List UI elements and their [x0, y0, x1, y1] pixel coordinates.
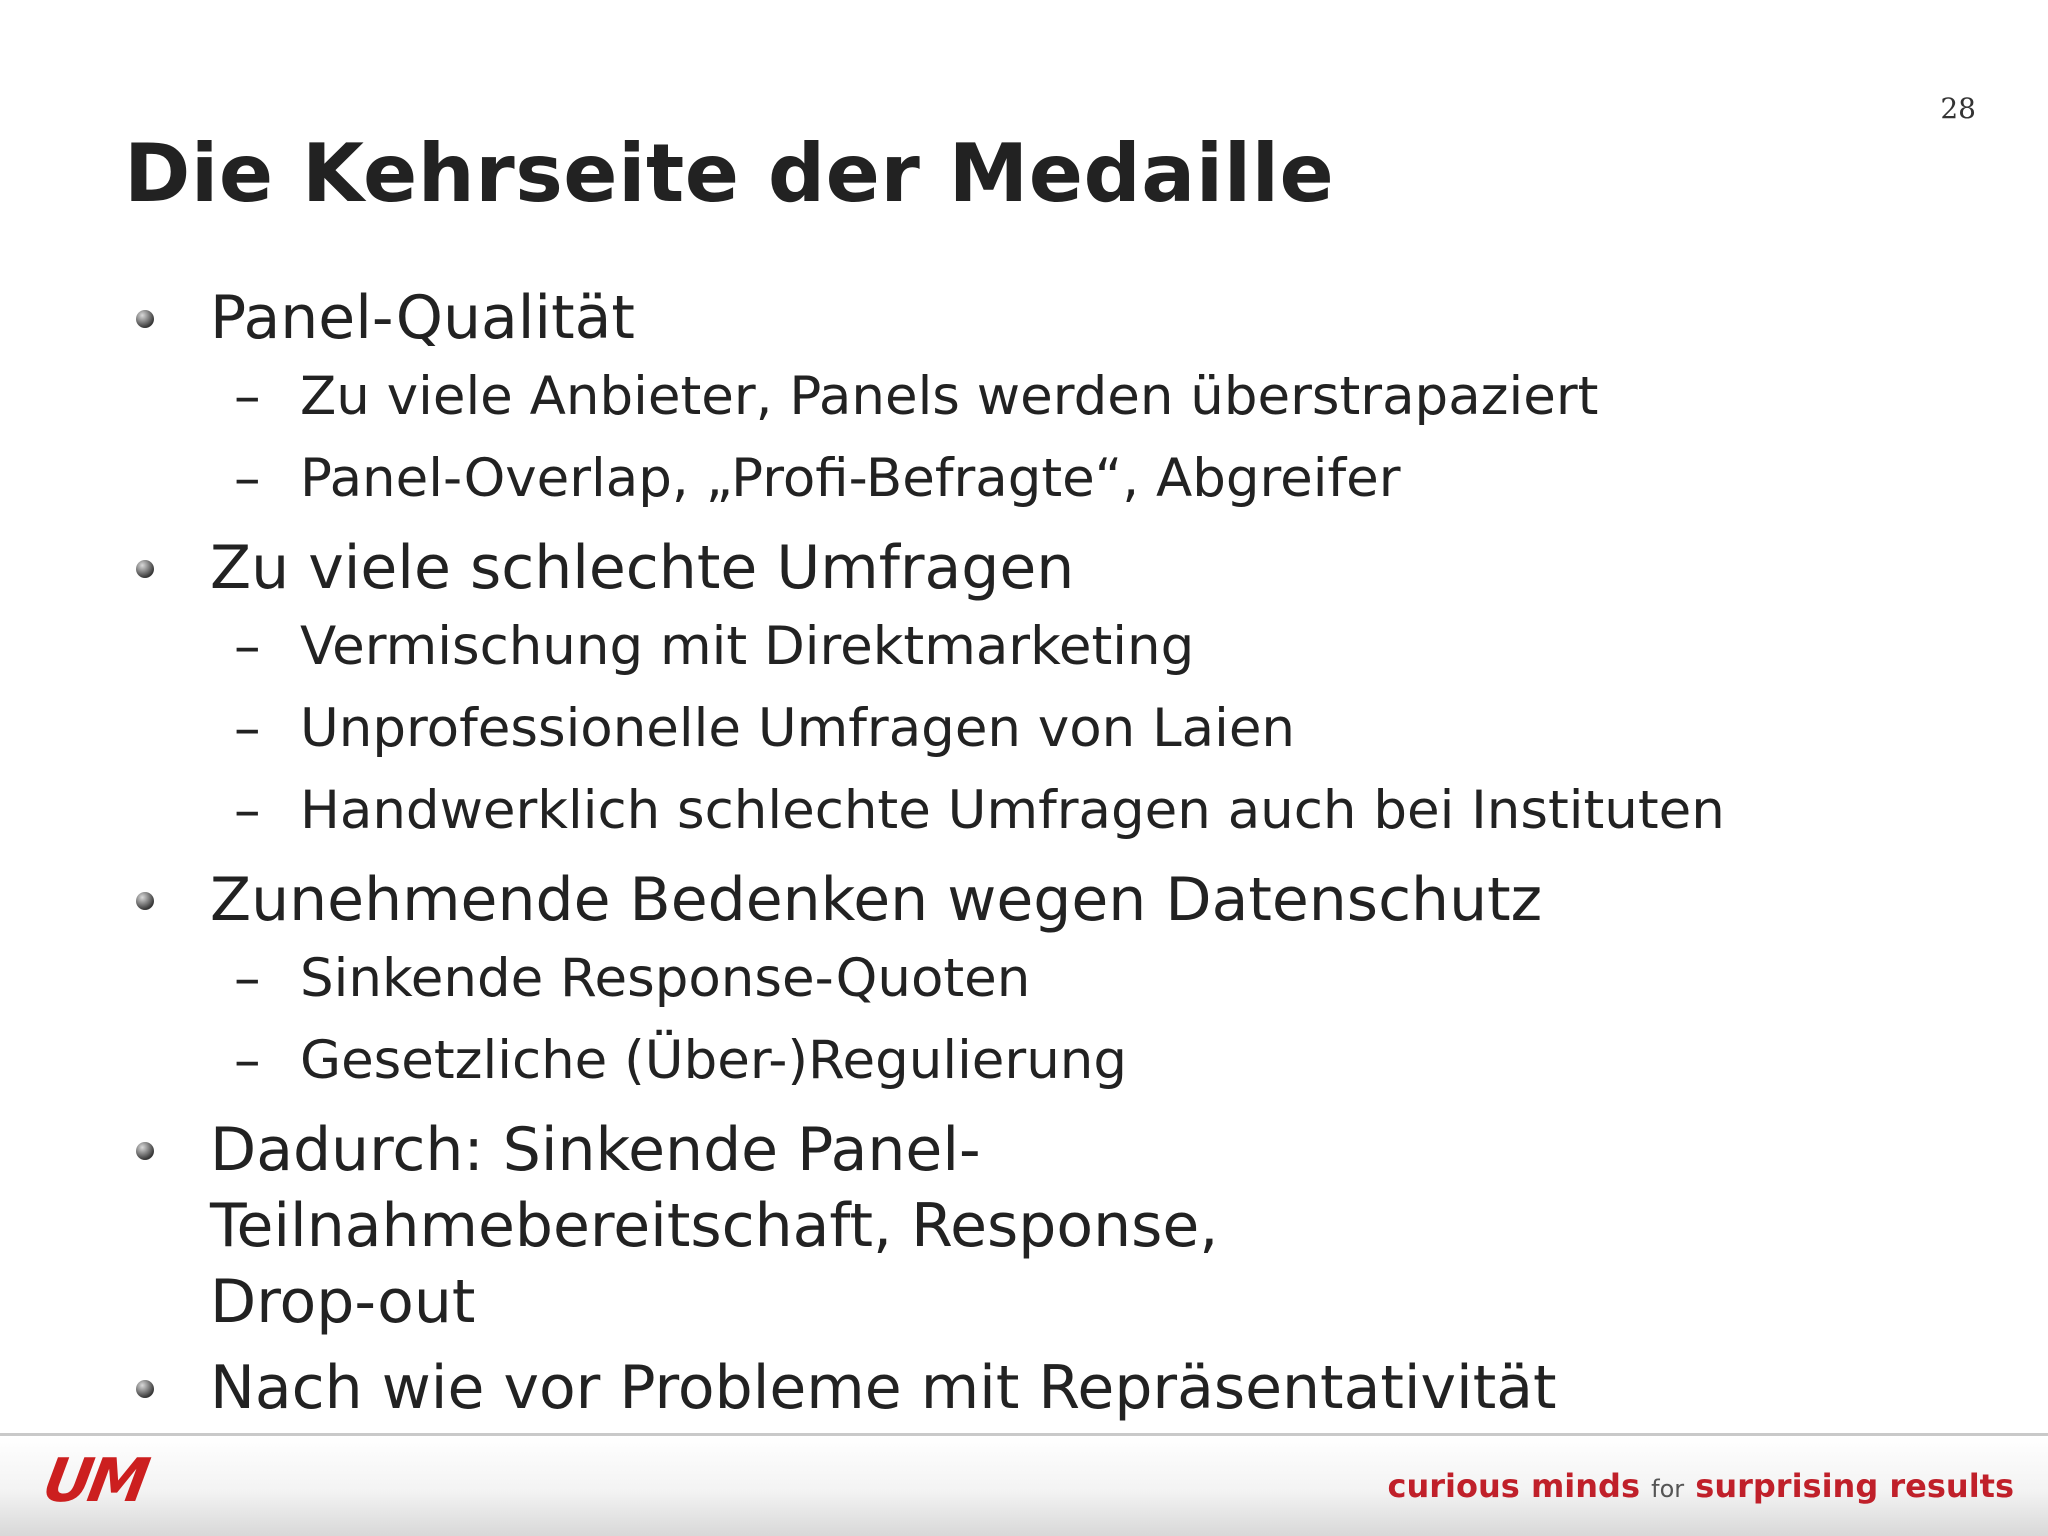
bullet-item — [136, 530, 1976, 852]
bullet-dot-icon — [136, 310, 154, 328]
sub-item — [210, 938, 1976, 1020]
bullet-dot-icon — [136, 1142, 154, 1160]
um-logo: UM — [37, 1446, 151, 1516]
bullet-text: Panel-Qualität — [210, 283, 635, 353]
dash-icon: – — [234, 948, 261, 1009]
bullet-item — [136, 280, 1976, 520]
bullet-dot-icon — [136, 560, 154, 578]
sub-item-text: Panel-Overlap, „Profi-Befragte“, Abgreifer — [300, 448, 1401, 509]
dash-icon: – — [234, 1030, 261, 1091]
sub-item — [210, 356, 1976, 438]
page-number: 28 — [1940, 92, 1976, 125]
bullet-dot-icon — [136, 892, 154, 910]
footer-tagline — [1387, 1466, 2014, 1509]
sub-item — [210, 1020, 1976, 1102]
bullet-item — [136, 1350, 1976, 1426]
bullet-text: Nach wie vor Probleme mit Repräsentativität — [210, 1353, 1557, 1423]
sub-list — [210, 606, 1976, 852]
bullet-dot-icon — [136, 1380, 154, 1398]
sub-item-text: Zu viele Anbieter, Panels werden überstrapaziert — [300, 366, 1599, 427]
bullet-text: Zu viele schlechte Umfragen — [210, 533, 1075, 603]
sub-item-text: Handwerklich schlechte Umfragen auch bei Instituten — [300, 780, 1725, 841]
dash-icon: – — [234, 448, 261, 509]
sub-item — [210, 770, 1976, 852]
tagline-start: curious minds — [1387, 1467, 1640, 1505]
footer-bar — [0, 1433, 2048, 1536]
bullet-item — [136, 1112, 1270, 1340]
tagline-mid: for — [1651, 1475, 1685, 1503]
sub-item — [210, 606, 1976, 688]
tagline-end: surprising results — [1695, 1467, 2014, 1505]
bullet-text: Dadurch: Sinkende Panel-Teilnahmebereitschaft, Response, Drop-out — [210, 1115, 1219, 1337]
bullet-list — [136, 280, 1976, 1436]
sub-item-text: Vermischung mit Direktmarketing — [300, 616, 1195, 677]
sub-item-text: Unprofessionelle Umfragen von Laien — [300, 698, 1296, 759]
sub-list — [210, 356, 1976, 520]
bullet-item — [136, 862, 1976, 1102]
sub-item — [210, 688, 1976, 770]
dash-icon: – — [234, 780, 261, 841]
dash-icon: – — [234, 366, 261, 427]
slide-title: Die Kehrseite der Medaille — [124, 127, 1335, 220]
sub-item-text: Gesetzliche (Über-)Regulierung — [300, 1030, 1128, 1091]
sub-item-text: Sinkende Response-Quoten — [300, 948, 1031, 1009]
dash-icon: – — [234, 698, 261, 759]
dash-icon: – — [234, 616, 261, 677]
bullet-text: Zunehmende Bedenken wegen Datenschutz — [210, 865, 1543, 935]
sub-list — [210, 938, 1976, 1102]
sub-item — [210, 438, 1976, 520]
